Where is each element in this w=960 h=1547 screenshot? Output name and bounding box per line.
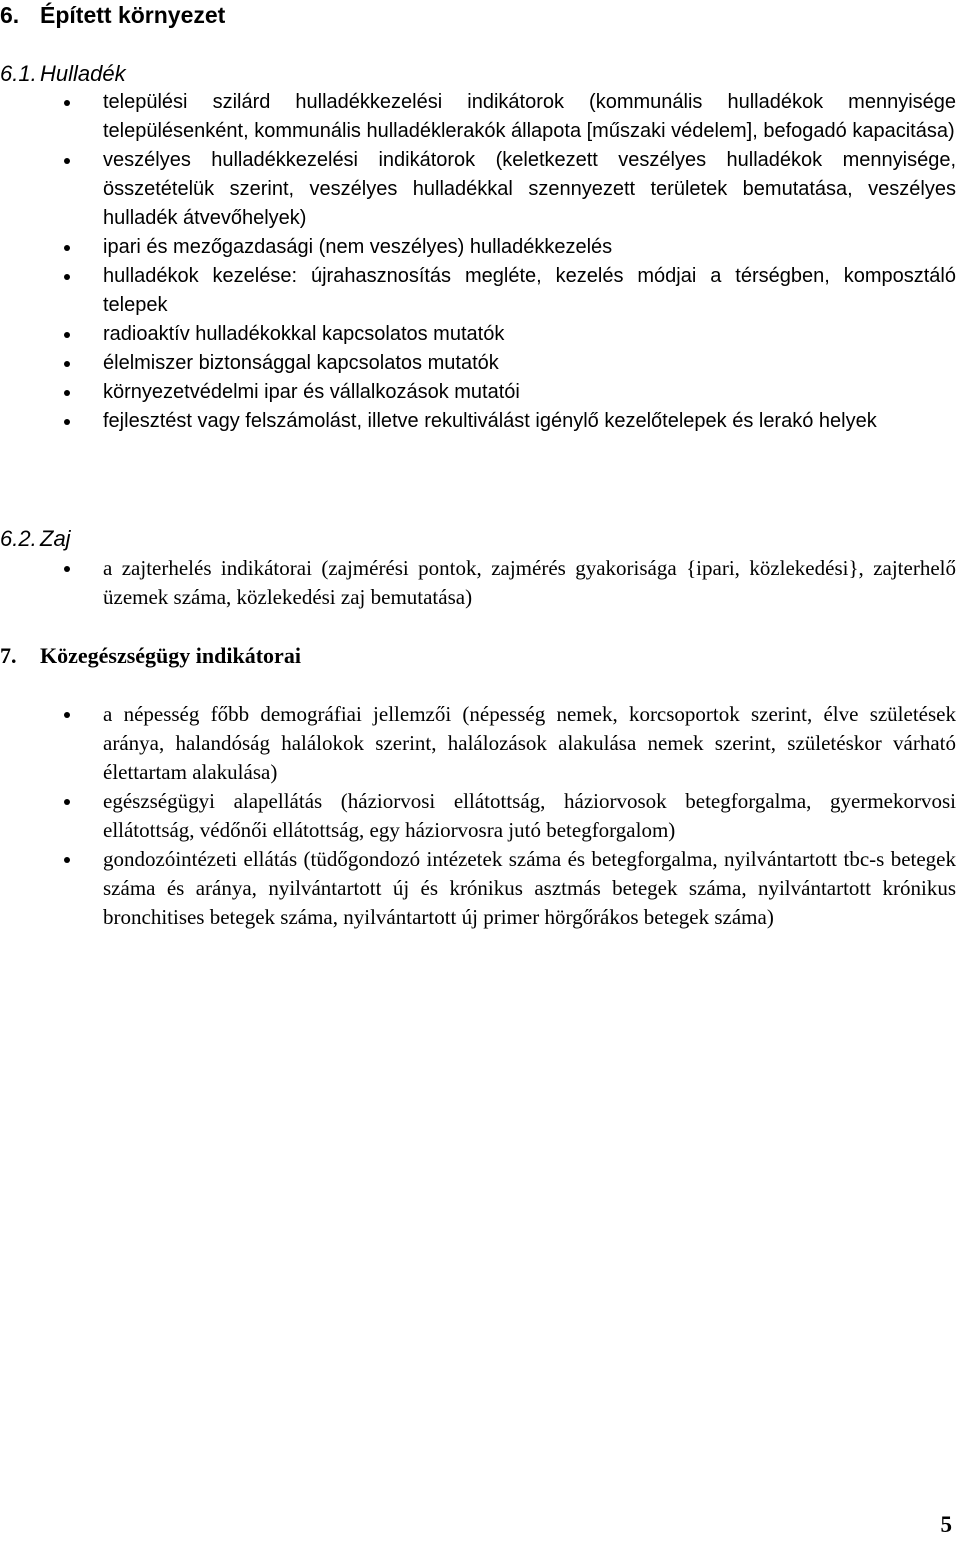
bullet-icon [64,158,70,164]
page-number: 5 [940,1512,952,1537]
list-item [0,262,956,320]
noise-indicator-list [0,554,956,612]
list-item-text: települési szilárd hulladékkezelési indikátorok (kommunális hulladékok mennyisége településenként, kommunális hulladéklerakók állapota [műszaki védelem], befogadó kapacitása) [103,91,956,142]
list-item-text: a zajterhelés indikátorai (zajmérési pontok, zajmérés gyakorisága {ipari, közlekedési}, zajterhelő üzemek száma, közlekedési zaj bemutatása) [103,556,956,609]
subsection-6-1-title: Hulladék [40,61,126,86]
bullet-icon [64,332,70,338]
list-item-text: radioaktív hulladékokkal kapcsolatos mutatók [103,323,505,345]
list-item [0,88,956,146]
section-7-number: 7. [0,643,17,668]
list-item-text: a népesség főbb demográfiai jellemzői (népesség nemek, korcsoportok szerint, élve születések aránya, halandóság halálokok szerint, halálozások alakulása nemek szerint, születéskor várható élettartam alakulása) [103,702,956,784]
bullet-icon [64,390,70,396]
subsection-6-2-heading [0,524,71,553]
bullet-icon [64,245,70,251]
public-health-indicator-list [0,700,956,932]
list-item [0,233,956,262]
list-item-text: hulladékok kezelése: újrahasznosítás megléte, kezelés módjai a térségben, komposztáló telepek [103,265,956,316]
list-item-text: ipari és mezőgazdasági (nem veszélyes) hulladékkezelés [103,236,613,258]
bullet-icon [64,361,70,367]
bullet-icon [64,566,70,572]
subsection-6-1-number: 6.1. [0,61,37,86]
waste-indicator-list [0,88,956,436]
list-item [0,700,956,787]
subsection-6-2-title: Zaj [40,526,71,551]
bullet-icon [64,857,70,863]
section-6-heading [0,1,225,30]
list-item [0,146,956,233]
list-item [0,845,956,932]
list-item-text: gondozóintézeti ellátás (tüdőgondozó intézetek száma és betegforgalma, nyilvántartott tbc-s betegek száma és aránya, nyilvántartott új és krónikus asztmás betegek száma, nyilvántartott krónikus bronchitises betegek száma, nyilvántartott új primer hörgőrákos betegek száma) [103,847,956,929]
bullet-icon [64,712,70,718]
list-item [0,349,956,378]
subsection-6-2-number: 6.2. [0,526,37,551]
list-item-text: környezetvédelmi ipar és vállalkozások mutatói [103,381,520,403]
list-item-text: egészségügyi alapellátás (háziorvosi ellátottság, háziorvosok betegforgalma, gyermekorvosi ellátottság, védőnői ellátottság, egy háziorvosra jutó betegforgalom) [103,789,956,842]
bullet-icon [64,100,70,106]
section-6-title: Épített környezet [40,2,226,28]
list-item [0,787,956,845]
list-item [0,378,956,407]
section-7-heading [0,641,301,670]
bullet-icon [64,419,70,425]
list-item [0,407,956,436]
subsection-6-1-heading [0,59,126,88]
bullet-icon [64,799,70,805]
list-item-text: fejlesztést vagy felszámolást, illetve rekultiválást igénylő kezelőtelepek és lerakó helyek [103,410,877,432]
bullet-icon [64,274,70,280]
list-item [0,320,956,349]
section-7-title: Közegészségügy indikátorai [40,643,301,668]
list-item [0,554,956,612]
section-6-number: 6. [0,2,20,28]
list-item-text: élelmiszer biztonsággal kapcsolatos mutatók [103,352,499,374]
list-item-text: veszélyes hulladékkezelési indikátorok (keletkezett veszélyes hulladékok mennyisége, összetételük szerint, veszélyes hulladékkal szennyezett területek bemutatása, veszélyes hulladék átvevőhelyek) [103,149,956,229]
